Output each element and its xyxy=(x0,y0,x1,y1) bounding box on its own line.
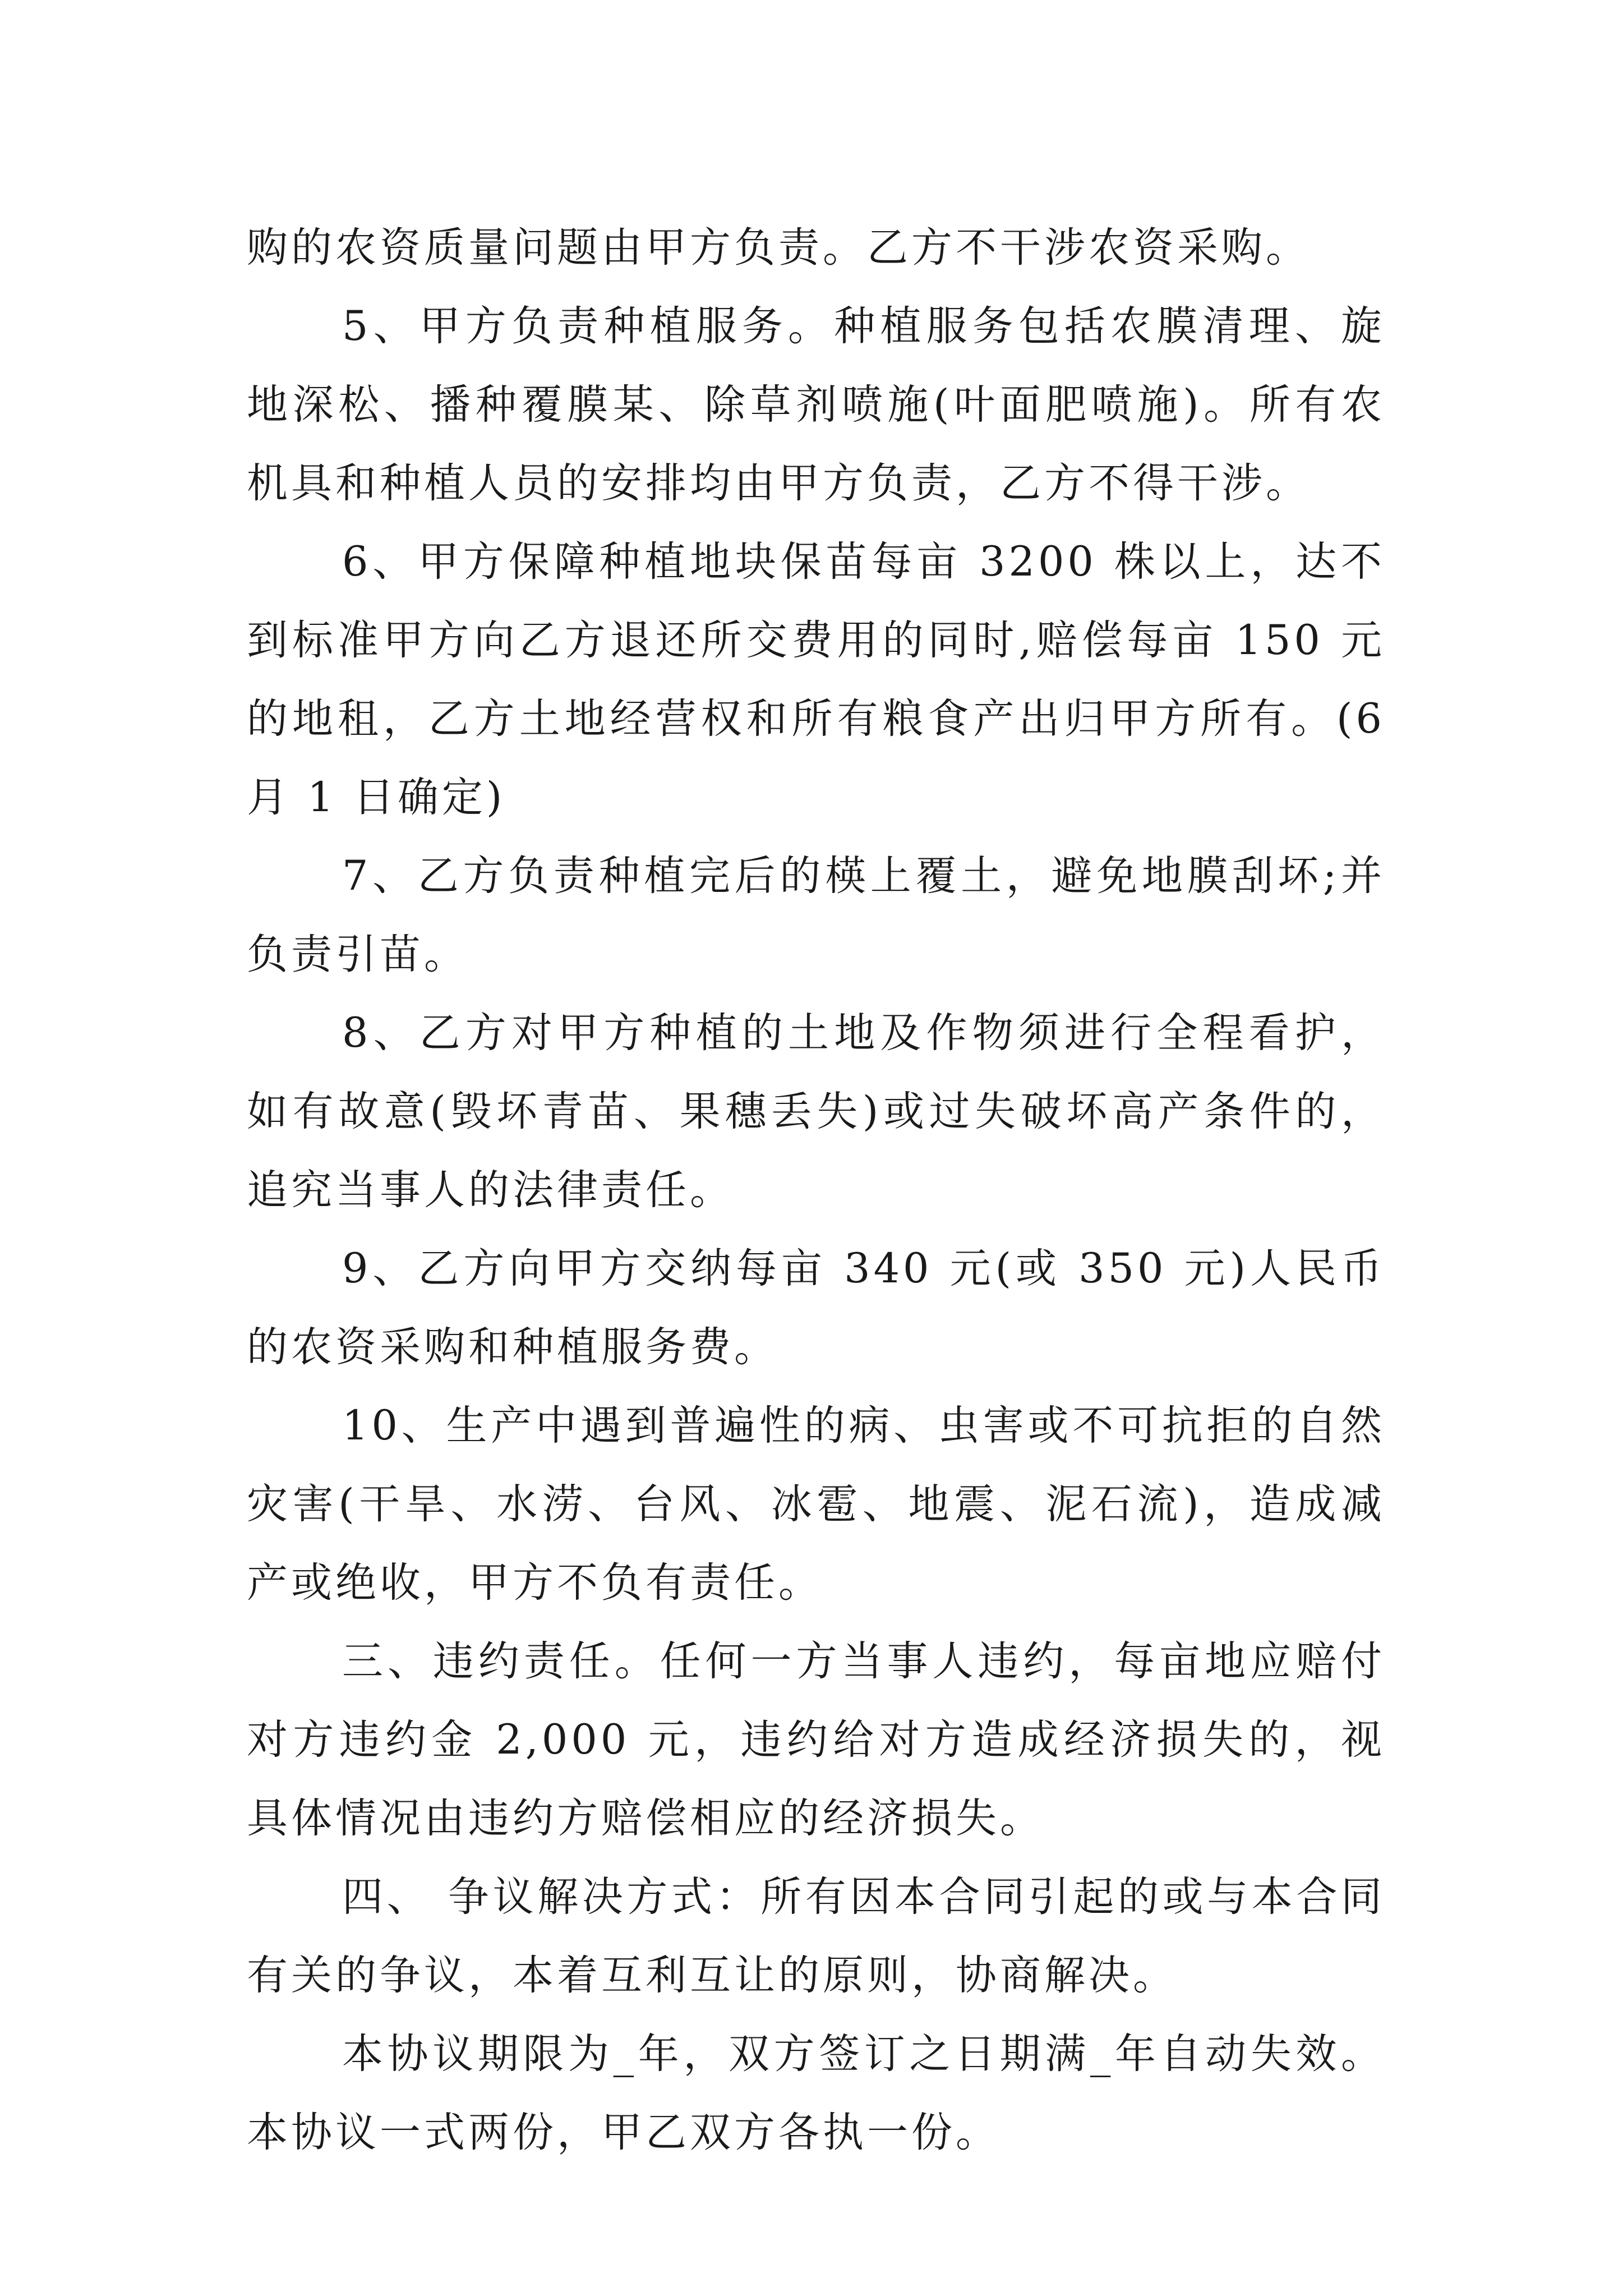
clause-9: 9、乙方向甲方交纳每亩 340 元(或 350 元)人民币的农资采购和种植服务费。 xyxy=(247,1245,1385,1371)
document-body xyxy=(247,209,1385,2172)
clause-8: 8、乙方对甲方种植的土地及作物须进行全程看护，如有故意(毁坏青苗、果穗丢失)或过失破坏高产条件的，追究当事人的法律责任。 xyxy=(247,1009,1385,1214)
clause-7: 7、乙方负责种植完后的楧上覆土，避免地膜刮坏;并负责引苗。 xyxy=(247,852,1385,978)
clause-10: 10、生产中遇到普遍性的病、虫害或不可抗拒的自然灾害(干旱、水涝、台风、冰雹、地震、泥石流)，造成减产或绝收，甲方不负有责任。 xyxy=(247,1402,1385,1607)
section-dispute-resolution: 四、 争议解决方式：所有因本合同引起的或与本合同有关的争议，本着互利互让的原则，协商解决。 xyxy=(247,1873,1385,1999)
agreement-term: 本协议期限为_年，双方签订之日期满_年自动失效。本协议一式两份，甲乙双方各执一份。 xyxy=(247,2030,1385,2156)
clause-6: 6、甲方保障种植地块保苗每亩 3200 株以上，达不到标准甲方向乙方退还所交费用的同时,赔偿每亩 150 元的地租，乙方土地经营权和所有粮食产出归甲方所有。(6 月 1 日确定) xyxy=(247,538,1385,821)
paragraph-continuation: 购的农资质量问题由甲方负责。乙方不干涉农资采购。 xyxy=(247,224,1310,272)
clause-5: 5、甲方负责种植服务。种植服务包括农膜清理、旋地深松、播种覆膜某、除草剂喷施(叶面肥喷施)。所有农机具和种植人员的安排均由甲方负责，乙方不得干涉。 xyxy=(247,302,1385,507)
section-breach-liability: 三、违约责任。任何一方当事人违约，每亩地应赔付对方违约金 2,000 元，违约给对方造成经济损失的，视具体情况由违约方赔偿相应的经济损失。 xyxy=(247,1637,1385,1842)
